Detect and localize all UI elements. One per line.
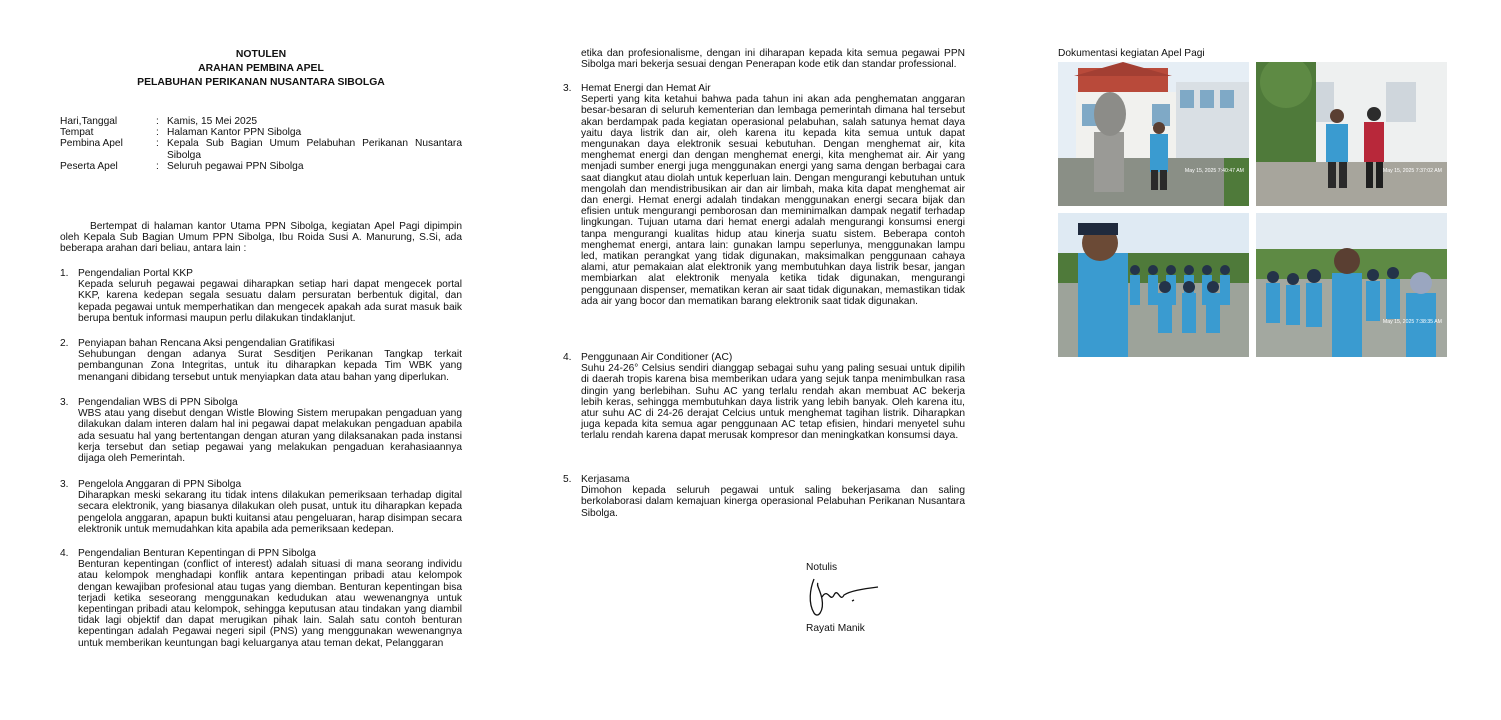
list-item: 5. Kerjasama Dimohon kepada seluruh pegawai untuk saling bekerjasama dan saling berkolaborasi dalam kemajuan kinerga operasional Pelabuhan Perikanan Nusantara Sibolga.: [563, 474, 965, 519]
doc-title: NOTULEN: [235, 49, 287, 60]
item-text: Kepada seluruh pegawai pegawai diharapkan setiap hari dapat mengecek portal KKP, karena kedepan segala sesuatu dalam persuratan berbentuk digital, dan kepada pegawai untuk memperhatikan dan mengecek apakah ada surat masuk baik berupa bentuk informasi maupun perlu dilakukan tindaklanjut.: [78, 279, 462, 324]
item-title: Pengendalian Portal KKP: [78, 268, 193, 279]
document-header: [60, 48, 462, 90]
documentation-section: [1058, 0, 1453, 720]
item-title: Pengendalian Benturan Kepentingan di PPN Sibolga: [78, 548, 316, 559]
signatory-name: Rayati Manik: [806, 623, 865, 635]
meta-row-place: Tempat : Halaman Kantor PPN Sibolga: [60, 127, 302, 139]
doc-organization: PELABUHAN PERIKANAN NUSANTARA SIBOLGA: [137, 77, 385, 88]
intro-paragraph: Bertempat di halaman kantor Utama PPN Sibolga, kegiatan Apel Pagi dipimpin oleh Kepala Sub Bagian Umum PPN Sibolga, Ibu Roida Susi A. Manurung, S.Si, ada beberapa arahan dari beliau, antara lain :: [60, 221, 462, 255]
documentation-photo-3: [1058, 213, 1249, 357]
item-title: Hemat Energi dan Hemat Air: [581, 83, 711, 94]
meeting-info: [60, 116, 462, 172]
photo-caption: May 15, 2025 7:40:47 AM: [1184, 168, 1244, 174]
list-item: 1. Pengendalian Portal KKP Kepada seluruh pegawai pegawai diharapkan setiap hari dapat mengecek portal KKP, karena kedepan segala sesuatu dalam persuratan berbentuk digital, dan kepada pegawai untuk memperhatikan dan mengecek apakah ada surat masuk baik berupa bentuk informasi maupun perlu dilakukan tindaklanjut.: [60, 268, 462, 324]
list-item: 3. Hemat Energi dan Hemat Air Seperti yang kita ketahui bahwa pada tahun ini akan ada penghematan anggaran besar-besaran di seluruh kementerian dan lembaga pemerintah dimana hal tersebut akan berdampak pada kegiatan operasional pelabuhan, salah satunya hemat daya yaitu daya listrik dan air, oleh karena itu kepada kita semua untuk dapat mengunakan daya elektronik sesuai kebutuhan. Dengan menghemat air, kita menghemat energi dan dengan menghemat energi, kita menghemat air. Air yang menjadi sumber energi juga menggunakan energi yang sama dengan berbagai cara saat diangkut atau diolah untuk keperluan lain. Dengan mengurangi kebutuhan untuk mengolah dan mendistribusikan air dan air limbah, maka kita dapat menghemat air dan energi. Hemat energi adalah tindakan menggunakan energi secara bijak dan efisien untuk mengurangi pemborosan dan meminimalkan dampak negatif terhadap lingkungan. Tujuan utama dari hemat energi adalah mengurangi konsumsi energi tanpa mengurangi kualitas hidup atau kinerja suatu sistem. Beberapa contoh menghemat energi, antara lain: gunakan lampu seperlunya, menggunakan lampu led, matikan perangkat yang tidak digunakan, maksimalkan penggunaan cahaya alami, atur pemakaian alat elektronik yang membutuhkan daya listrik besar, jangan membiarkan alat elektronik menyala ketika tidak digunakan, mengurangi penggunaan dispenser, mematikan keran air saat tidak digunakan, memastikan tidak ada air yang bocor dan mematikan barang elektronik saat tidak digunakan.: [563, 83, 965, 307]
item-text: Suhu 24-26° Celsius sendiri dianggap sebagai suhu yang paling sesuai untuk dipilih di daerah tropis karena bisa memberikan udara yang sejuk tanpa menimbulkan rasa dingin yang berlebihan. Suhu AC yang terlalu rendah akan membuat AC bekerja lebih keras, sehingga membutuhkan daya listrik yang lebih banyak. Oleh karena itu, atur suhu AC di 24-26 derajat Celcius untuk menghemat tagihan listrik. Diharapkan juga kepada kita semua agar penggunaan AC tetap efisien, hindari menyetel suhu terlalu rendah karena dapat merusak kompresor dan meningkatkan konsumsi daya.: [581, 363, 965, 442]
item-title: Pengendalian WBS di PPN Sibolga: [78, 397, 238, 408]
list-item: 3. Pengendalian WBS di PPN Sibolga WBS atau yang disebut dengan Wistle Blowing Sistem merupakan pengaduan yang dilakukan dalam interen dalam hal ini pegawai dapat melakukan pengaduan apabila ada sesuatu hal yang bertentangan dengan aturan yang dilaksanakan pada instansi kerja tersebut dan setiap pegawai yang melakukan pengaduan kerahasiaannya dijaga oleh Pemerintah.: [60, 397, 462, 465]
meta-row-date: Hari,Tanggal : Kamis, 15 Mei 2025: [60, 116, 258, 127]
meta-row-participants: Peserta Apel : Seluruh pegawai PPN Sibolga: [60, 160, 304, 172]
signature-image: [806, 573, 886, 623]
signature-block: [806, 562, 926, 634]
photo-caption: May 15, 2025 7:38:35 AM: [1382, 319, 1442, 325]
list-item: 4. Pengendalian Benturan Kepentingan di PPN Sibolga Benturan kepentingan (conflict of interest) adalah situasi di mana seorang individu atau kelompok menghadapi konflik antara kepentingan pribadi atau kelompok dengan kewajiban profesional atau tugas yang diemban. Benturan kepentingan bisa terjadi ketika seseorang menggunakan kedudukan atau wewenangnya untuk kepentingan pribadi atau kelompok, sehingga keputusan atau tindakan yang diambil tidak lagi objektif dan dapat merugikan pihak lain. Salah satu contoh benturan kepentingan adalah Pegawai negeri sipil (PNS) yang menggunakan wewenangnya untuk memberikan keuntungan bagi keluarganya atau teman dekat, Pelanggaran: [60, 548, 462, 649]
item-title: Pengelola Anggaran di PPN Sibolga: [78, 479, 242, 490]
list-item: 2. Penyiapan bahan Rencana Aksi pengendalian Gratifikasi Sehubungan dengan adanya Surat Sesditjen Perikanan Tangkap terkait pembangunan Zona Integritas, untuk itu diharapkan kepada Tim WBK yang menangani dibidang tersebut untuk menyiapkan data atau bahan yang diperlukan.: [60, 338, 462, 383]
doc-subtitle: ARAHAN PEMBINA APEL: [198, 63, 324, 74]
meta-row-leader: Pembina Apel : Kepala Sub Bagian Umum Pelabuhan Perikanan Nusantara Sibolga: [60, 138, 462, 161]
item-text: Diharapkan meski sekarang itu tidak intens dilakukan pemeriksaan terhadap digital secara elektronik, yang biasanya dilakukan oleh pusat, untuk itu diharapkan kepada pengelola anggaran, apapun bukti kuitansi atau pengeluaran, harap disimpan secara elektronik untuk memudahkan kita apabila ada pemeriksaan kedepan.: [78, 490, 462, 535]
list-item: 4. Penggunaan Air Conditioner (AC) Suhu 24-26° Celsius sendiri dianggap sebagai suhu yang paling sesuai untuk dipilih di daerah tropis karena bisa memberikan udara yang sejuk tanpa menimbulkan rasa dingin yang berlebihan. Suhu AC yang terlalu rendah akan membuat AC bekerja lebih keras, sehingga membutuhkan daya listrik yang lebih banyak. Oleh karena itu, atur suhu AC di 24-26 derajat Celcius untuk menghemat tagihan listrik. Diharapkan juga kepada kita semua agar penggunaan AC tetap efisien, hindari menyetel suhu terlalu rendah karena dapat merusak kompresor dan meningkatkan konsumsi daya.: [563, 352, 965, 442]
item-title: Kerjasama: [581, 474, 630, 485]
documentation-photo-1: [1058, 62, 1249, 206]
item-title: Penggunaan Air Conditioner (AC): [581, 352, 733, 363]
item-text: Benturan kepentingan (conflict of interest) adalah situasi di mana seorang individu atau kelompok menghadapi konflik antara kepentingan pribadi atau kelompok dengan kewajiban profesional atau tugas yang diemban. Benturan kepentingan bisa terjadi ketika seseorang menggunakan kedudukan atau wewenangnya untuk kepentingan pribadi atau kelompok, sehingga keputusan atau tindakan yang diambil tidak lagi objektif dan dapat merugikan pihak lain. Salah satu contoh benturan kepentingan adalah Pegawai negeri sipil (PNS) yang menggunakan wewenangnya untuk memberikan keuntungan bagi keluarganya atau teman dekat, Pelanggaran: [78, 559, 462, 649]
item-text: Sehubungan dengan adanya Surat Sesditjen Perikanan Tangkap terkait pembangunan Zona Integritas, untuk itu diharapkan kepada Tim WBK yang menangani dibidang tersebut untuk menyiapkan data atau bahan yang diperlukan.: [78, 349, 462, 383]
documentation-photo-2: [1256, 62, 1447, 206]
item-title: Penyiapan bahan Rencana Aksi pengendalian Gratifikasi: [78, 338, 335, 349]
signature-label: Notulis: [806, 562, 838, 573]
list-item: 3. Pengelola Anggaran di PPN Sibolga Diharapkan meski sekarang itu tidak intens dilakukan pemeriksaan terhadap digital secara elektronik, yang biasanya dilakukan oleh pusat, untuk itu diharapkan kepada pengelola anggaran, apapun bukti kuitansi atau pengeluaran, harap disimpan secara elektronik untuk memudahkan kita apabila ada pemeriksaan kedepan.: [60, 479, 462, 535]
documentation-title: Dokumentasi kegiatan Apel Pagi: [1058, 48, 1205, 59]
item-text: Dimohon kepada seluruh pegawai untuk saling bekerjasama dan saling berkolaborasi dalam kemajuan kinerga operasional Pelabuhan Perikanan Nusantara Sibolga.: [581, 485, 965, 519]
photo-caption: May 15, 2025 7:37:02 AM: [1382, 168, 1442, 174]
documentation-photo-4: [1256, 213, 1447, 357]
continuation-text: etika dan profesionalisme, dengan ini diharapan kepada kita semua pegawai PPN Sibolga mari bekerja sesuai dengan Penerapan kode etik dan standar professional.: [581, 48, 965, 71]
item-text: Seperti yang kita ketahui bahwa pada tahun ini akan ada penghematan anggaran besar-besaran di seluruh kementerian dan lembaga pemerintah dimana hal tersebut akan berdampak pada kegiatan operasional pelabuhan, salah satunya hemat daya yaitu daya listrik dan air, oleh karena itu kepada kita semua untuk dapat mengunakan daya elektronik sesuai kebutuhan. Dengan menghemat air, kita menghemat energi dan dengan menghemat energi, kita menghemat air. Air yang menjadi sumber energi juga menggunakan energi yang sama dengan berbagai cara saat diangkut atau diolah untuk keperluan lain. Dengan mengurangi kebutuhan untuk mengolah dan mendistribusikan air dan air limbah, maka kita dapat menghemat air dan energi. Hemat energi adalah tindakan menggunakan energi secara bijak dan efisien untuk mengurangi pemborosan dan meminimalkan dampak negatif terhadap lingkungan. Tujuan utama dari hemat energi adalah mengurangi konsumsi energi tanpa mengurangi kualitas hidup atau kinerja suatu sistem. Beberapa contoh menghemat energi, antara lain: gunakan lampu seperlunya, menggunakan lampu led, matikan perangkat yang tidak digunakan, maksimalkan penggunaan cahaya alami, atur pemakaian alat elektronik yang membutuhkan daya listrik besar, jangan membiarkan alat elektronik menyala ketika tidak digunakan, mengurangi penggunaan dispenser, mematikan keran air saat tidak digunakan, memastikan tidak ada air yang bocor dan mematikan barang elektronik saat tidak digunakan.: [581, 94, 965, 307]
item-text: WBS atau yang disebut dengan Wistle Blowing Sistem merupakan pengaduan yang dilakukan dalam interen dalam hal ini pegawai dapat melakukan pengaduan apabila ada sesuatu hal yang bertentangan dengan aturan yang dilaksanakan pada instansi kerja tersebut dan setiap pegawai yang melakukan pengaduan kerahasiaannya dijaga oleh Pemerintah.: [78, 408, 462, 465]
